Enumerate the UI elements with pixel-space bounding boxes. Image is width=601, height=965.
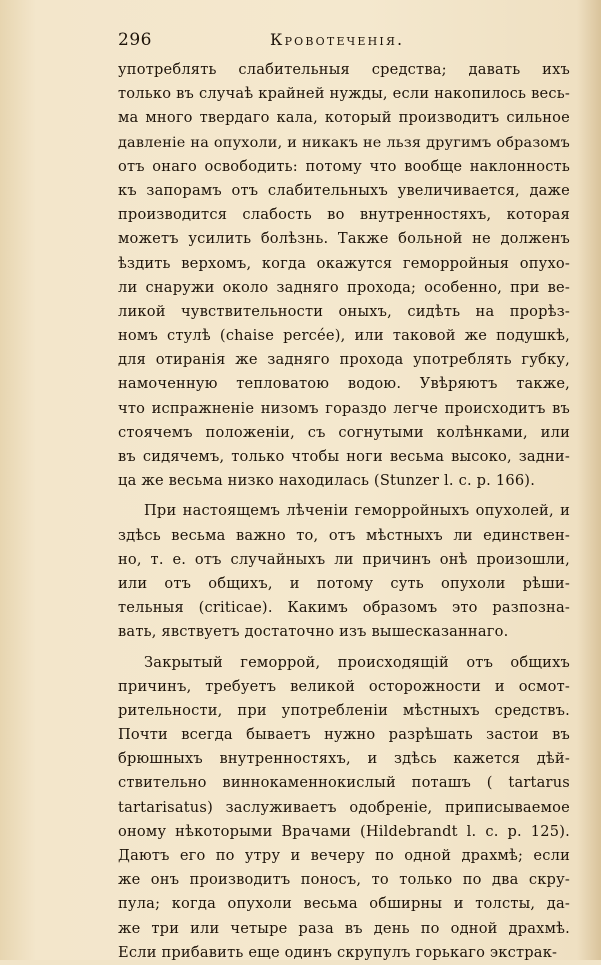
text-line: Даютъ его по утру и вечеру по одной драхмѣ; если <box>118 847 570 864</box>
text-line: ца же весьма низко находилась (Stunzer l. c. p. 166). <box>118 472 536 490</box>
text-line: для отиранія же задняго прохода употреблять губку, <box>118 351 570 369</box>
text-line: Закрытый геморрой, происходящій отъ общихъ <box>144 653 570 671</box>
text-line: рительности, при употребленіи мѣстныхъ средствъ. <box>118 701 570 719</box>
paragraph <box>118 58 570 493</box>
text-line: tartarisatus) заслуживаетъ одобреніе, приписываемое <box>118 798 570 816</box>
text-line: причинъ, требуетъ великой осторожности и осмот- <box>118 677 570 695</box>
text-line: же три или четыре раза въ день по одной драхмѣ. <box>118 919 570 937</box>
text-line: ствительно виннокаменнокислый поташъ ( tartarus <box>118 774 570 792</box>
text-line: оному нѣкоторыми Врачами (Hildebrandt l. c. p. 125). <box>118 822 570 840</box>
text-line: отъ онаго освободить: потому что вообще наклонность <box>118 157 570 175</box>
text-line: брюшныхъ внутренностяхъ, и здѣсь кажется дѣй- <box>118 750 570 768</box>
running-title: Кровотеченія. <box>270 30 405 49</box>
paragraph <box>118 651 570 965</box>
text-line: производится слабость во внутренностяхъ, которая <box>118 206 570 224</box>
text-line: ли снаружи около задняго прохода; особенно, при ве- <box>118 278 570 296</box>
text-line: номъ стулѣ (chaise percée), или таковой же подушкѣ, <box>118 327 570 345</box>
text-line: употреблять слабительныя средства; давать ихъ <box>118 61 570 78</box>
text-line: что испражненіе низомъ гораздо легче происходитъ въ <box>118 399 570 417</box>
text-line: ѣздить верхомъ, когда окажутся геморройныя опухо- <box>118 254 570 272</box>
text-line: Если прибавить еще одинъ скрупулъ горькаго экстрак- <box>118 943 558 961</box>
text-line: пула; когда опухоли весьма обширны и толсты, да- <box>118 895 570 913</box>
text-line: или отъ общихъ, и потому суть опухоли рѣши- <box>118 574 570 592</box>
text-line: Почти всегда бываетъ нужно разрѣшать застои въ <box>118 726 570 744</box>
text-line: къ запорамъ отъ слабительныхъ увеличивается, даже <box>118 181 570 199</box>
text-line: давленіе на опухоли, и никакъ не льзя другимъ образомъ <box>118 134 570 151</box>
text-line: ма много твердаго кала, который производитъ сильное <box>118 109 570 127</box>
text-line: вать, явствуетъ достаточно изъ вышесказаннаго. <box>118 623 509 641</box>
text-line: можетъ усилить болѣзнь. Также больной не долженъ <box>118 230 570 248</box>
body-text <box>118 58 570 965</box>
page-number: 296 <box>118 30 152 50</box>
paragraph <box>118 499 570 644</box>
text-line: стоячемъ положеніи, съ согнутыми колѣнками, или <box>118 423 570 441</box>
text-line: При настоящемъ лѣченіи геморройныхъ опухолей, и <box>144 502 570 520</box>
text-line: же онъ производитъ поносъ, то только по два скру- <box>118 871 570 889</box>
text-line: тельныя (criticae). Какимъ образомъ это разпозна- <box>118 599 570 617</box>
text-line: только въ случаѣ крайней нужды, если накопилось весь- <box>118 85 570 103</box>
text-line: ликой чувствительности оныхъ, сидѣть на прорѣз- <box>118 302 570 320</box>
page-header <box>118 30 570 54</box>
text-line: но, т. е. отъ случайныхъ ли причинъ онѣ произошли, <box>118 550 570 568</box>
text-line: намоченную тепловатою водою. Увѣряютъ также, <box>118 375 570 393</box>
text-line: здѣсь весьма важно то, отъ мѣстныхъ ли единствен- <box>118 526 570 544</box>
text-line: въ сидячемъ, только чтобы ноги весьма высоко, задни- <box>118 448 570 465</box>
